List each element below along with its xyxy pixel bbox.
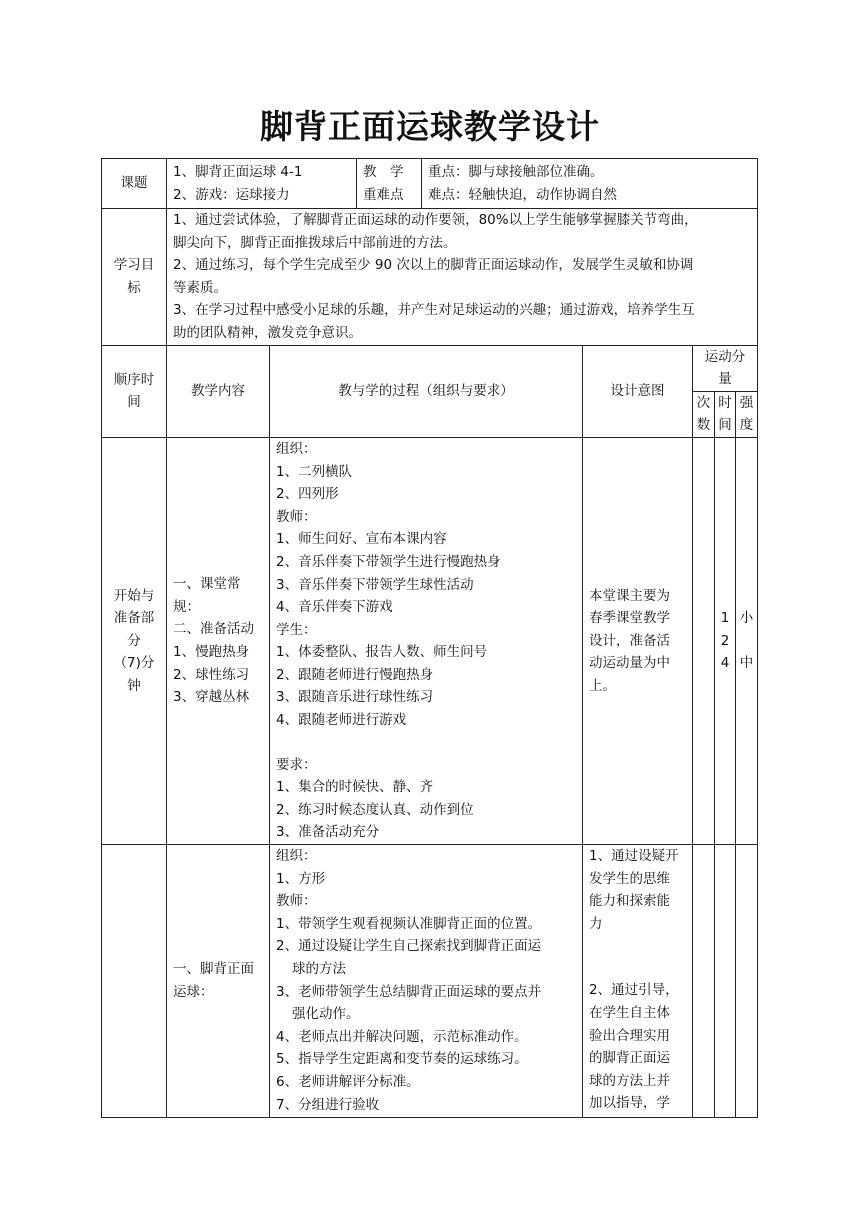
topic-content-cell [167, 159, 357, 209]
section2-intent: 1、通过设疑开 发学生的思维 能力和探索能 力 2、通过引导， 在学生自主体 验出合理实用 的脚背正面运 球的方法上并 加以指导，学 [583, 845, 693, 1118]
section1-intensity: 小 中 [736, 437, 758, 844]
goals-label-line: 标 [127, 279, 141, 296]
header-times: 次 数 [693, 391, 715, 437]
document-title: 脚背正面运球教学设计 [260, 107, 600, 146]
lesson-plan-table [101, 158, 758, 1118]
goal-line: 1、通过尝试体验，了解脚背正面运球的动作要领，80%以上学生能够掌握膝关节弯曲， [173, 212, 698, 228]
goal-line: 脚尖向下，脚背正面推拨球后中部前进的方法。 [173, 234, 457, 251]
section1-content: 一、课堂常 规： 二、准备活动 1、慢跑热身 2、球性练习 3、穿越丛林 [167, 437, 270, 844]
section2-times [693, 845, 715, 1118]
topic-label-cell [102, 159, 167, 209]
topic-line: 2、游戏：运球接力 [173, 186, 290, 203]
section2-content: 一、脚背正面 运球： [167, 845, 270, 1118]
section1-intent: 本堂课主要为 春季课堂教学 设计，准备活 动运动量为中 上。 [583, 437, 693, 844]
section1-times [693, 437, 715, 844]
key-point-line: 难点：轻触快迫，动作协调自然 [428, 186, 617, 203]
header-content: 教学内容 [167, 345, 270, 437]
header-intensity: 强 度 [736, 391, 758, 437]
key-label-line: 重难点 [363, 186, 404, 203]
goal-line: 等素质。 [173, 279, 227, 296]
header-duration: 时 间 [715, 391, 736, 437]
goal-line: 3、在学习过程中感受小足球的乐趣，并产生对足球运动的兴趣；通过游戏，培养学生互 [173, 302, 695, 319]
goals-label-cell [102, 209, 167, 346]
section2-duration [715, 845, 736, 1118]
goals-label-line: 学习目 [113, 257, 155, 274]
key-label-line: 教 学 [363, 163, 404, 180]
header-order: 顺序时 间 [102, 345, 167, 437]
key-points-cell [422, 159, 758, 209]
topic-label: 课题 [120, 175, 148, 192]
section1-order: 开始与 准备部 分 （7)分 钟 [102, 437, 167, 844]
header-load: 运动分 量 [693, 345, 758, 391]
section2-order [102, 845, 167, 1118]
requirements-heading: 要求： [276, 756, 317, 773]
key-label-cell [357, 159, 422, 209]
section2-process: 组织： 1、方形 教师： 1、带领学生观看视频认准脚背正面的位置。 2、通过设疑让学生自己探索找到脚背正面运 球的方法 3、老师带领学生总结脚背正面运球的要点并 强化动作。 4、老师点出并解决问题，示范标准动作。 5、指导学生定距离和变节奏的运球练习。 6、老师讲解评分标准。 7、分组进行验收 [270, 845, 583, 1118]
goals-content-cell [167, 209, 758, 346]
key-point-line: 重点：脚与球接触部位准确。 [428, 163, 604, 180]
header-intent: 设计意图 [583, 345, 693, 437]
goal-line: 助的团队精神，激发竞争意识。 [173, 324, 362, 341]
section2-intensity [736, 845, 758, 1118]
goal-line: 2、通过练习，每个学生完成至少 90 次以上的脚背正面运球动作，发展学生灵敏和协调 [173, 257, 694, 274]
topic-line: 1、脚背正面运球 4-1 [173, 163, 303, 180]
section1-process: 组织： 1、二列横队 2、四列形 教师： 1、师生问好、宣布本课内容 2、音乐伴奏下带领学生进行慢跑热身 3、音乐伴奏下带领学生球性活动 4、音乐伴奏下游戏 学生： 1、体委整队、报告人数、师生问号 2、跟随老师进行慢跑热身 3、跟随音乐进行球性练习 4、跟随老师进行游戏 要求： 1、集合的时候快、静、齐 2、练习时候态度认真、动作到位 3、准备活动充分 [270, 437, 583, 844]
section1-duration: 1 2 4 [715, 437, 736, 844]
header-process: 教与学的过程（组织与要求） [270, 345, 583, 437]
